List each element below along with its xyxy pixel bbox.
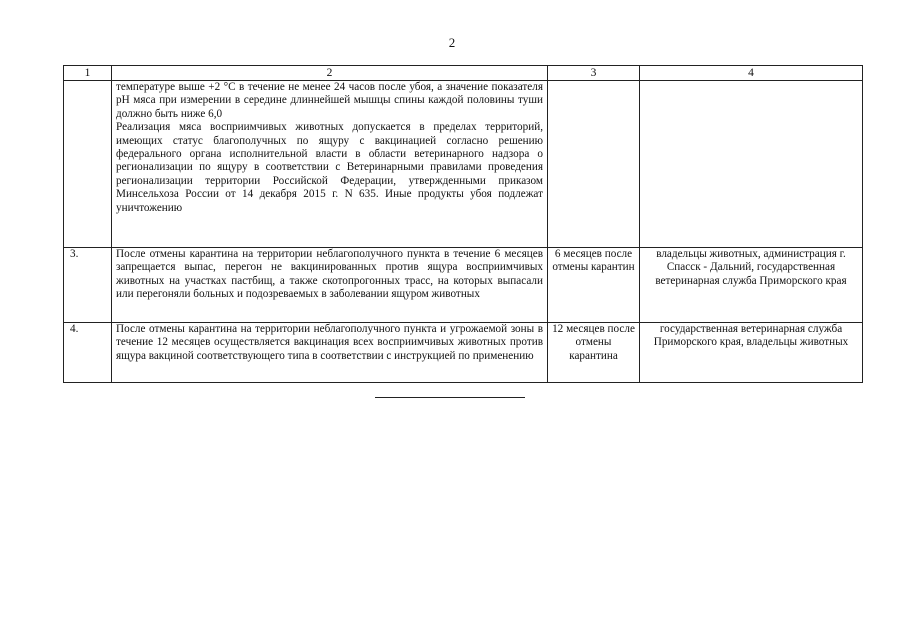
measure-paragraph: После отмены карантина на территории неблагополучного пункта и угрожаемой зоны в течение 12 месяцев осуществляется вакцинация всех восприимчивых животных против ящура вакциной соответствующего типа в соответствии с инструкцией по применению <box>116 323 543 362</box>
table-row <box>64 248 863 323</box>
row-term <box>548 81 640 248</box>
measure-paragraph: После отмены карантина на территории неблагополучного пункта в течение 6 месяцев запрещается выпас, перегон не вакцинированных против ящура восприимчивых животных на участках пастбищ, а также скотопрогонных трасс, на которых выпасали или перегоняли больных и подозреваемых в заболевании ящуром животных <box>116 248 543 301</box>
row-measure <box>112 323 548 383</box>
header-cell-term: 3 <box>548 66 640 81</box>
table-header-row <box>64 66 863 81</box>
row-measure <box>112 81 548 248</box>
measure-paragraph: температуре выше +2 °С в течение не менее 24 часов после убоя, а значение показателя рН мяса при измерении в середине длиннейшей мышцы спины каждой половины туши должно быть ниже 6,0 <box>116 81 543 120</box>
end-of-document-line <box>375 397 525 398</box>
row-responsible <box>640 81 863 248</box>
row-term: 12 месяцев после отмены карантина <box>548 323 640 383</box>
row-term: 6 месяцев после отмены карантин <box>548 248 640 323</box>
table-row <box>64 323 863 383</box>
measures-table <box>63 65 863 383</box>
header-cell-measure: 2 <box>112 66 548 81</box>
measure-paragraph: Реализация мяса восприимчивых животных допускается в пределах территорий, имеющих статус благополучных по ящуру с вакцинацией согласно решению федерального органа исполнительной власти в области ветеринарного надзора о регионализации по ящуру в соответствии с Ветеринарными правилами проведения регионализации территории Российской Федерации, утвержденными приказом Минсельхоза России от 14 декабря 2015 г. N 635. Иные продукты убоя подлежат уничтожению <box>116 121 543 214</box>
row-responsible: владельцы животных, администрация г. Спасск - Дальний, государственная ветеринарная служба Приморского края <box>640 248 863 323</box>
row-responsible: государственная ветеринарная служба Приморского края, владельцы животных <box>640 323 863 383</box>
row-number: 4. <box>64 323 112 383</box>
header-cell-responsible: 4 <box>640 66 863 81</box>
row-number <box>64 81 112 248</box>
page-number: 2 <box>448 35 456 50</box>
header-cell-number: 1 <box>64 66 112 81</box>
row-measure <box>112 248 548 323</box>
table-row <box>64 81 863 248</box>
row-number: 3. <box>64 248 112 323</box>
